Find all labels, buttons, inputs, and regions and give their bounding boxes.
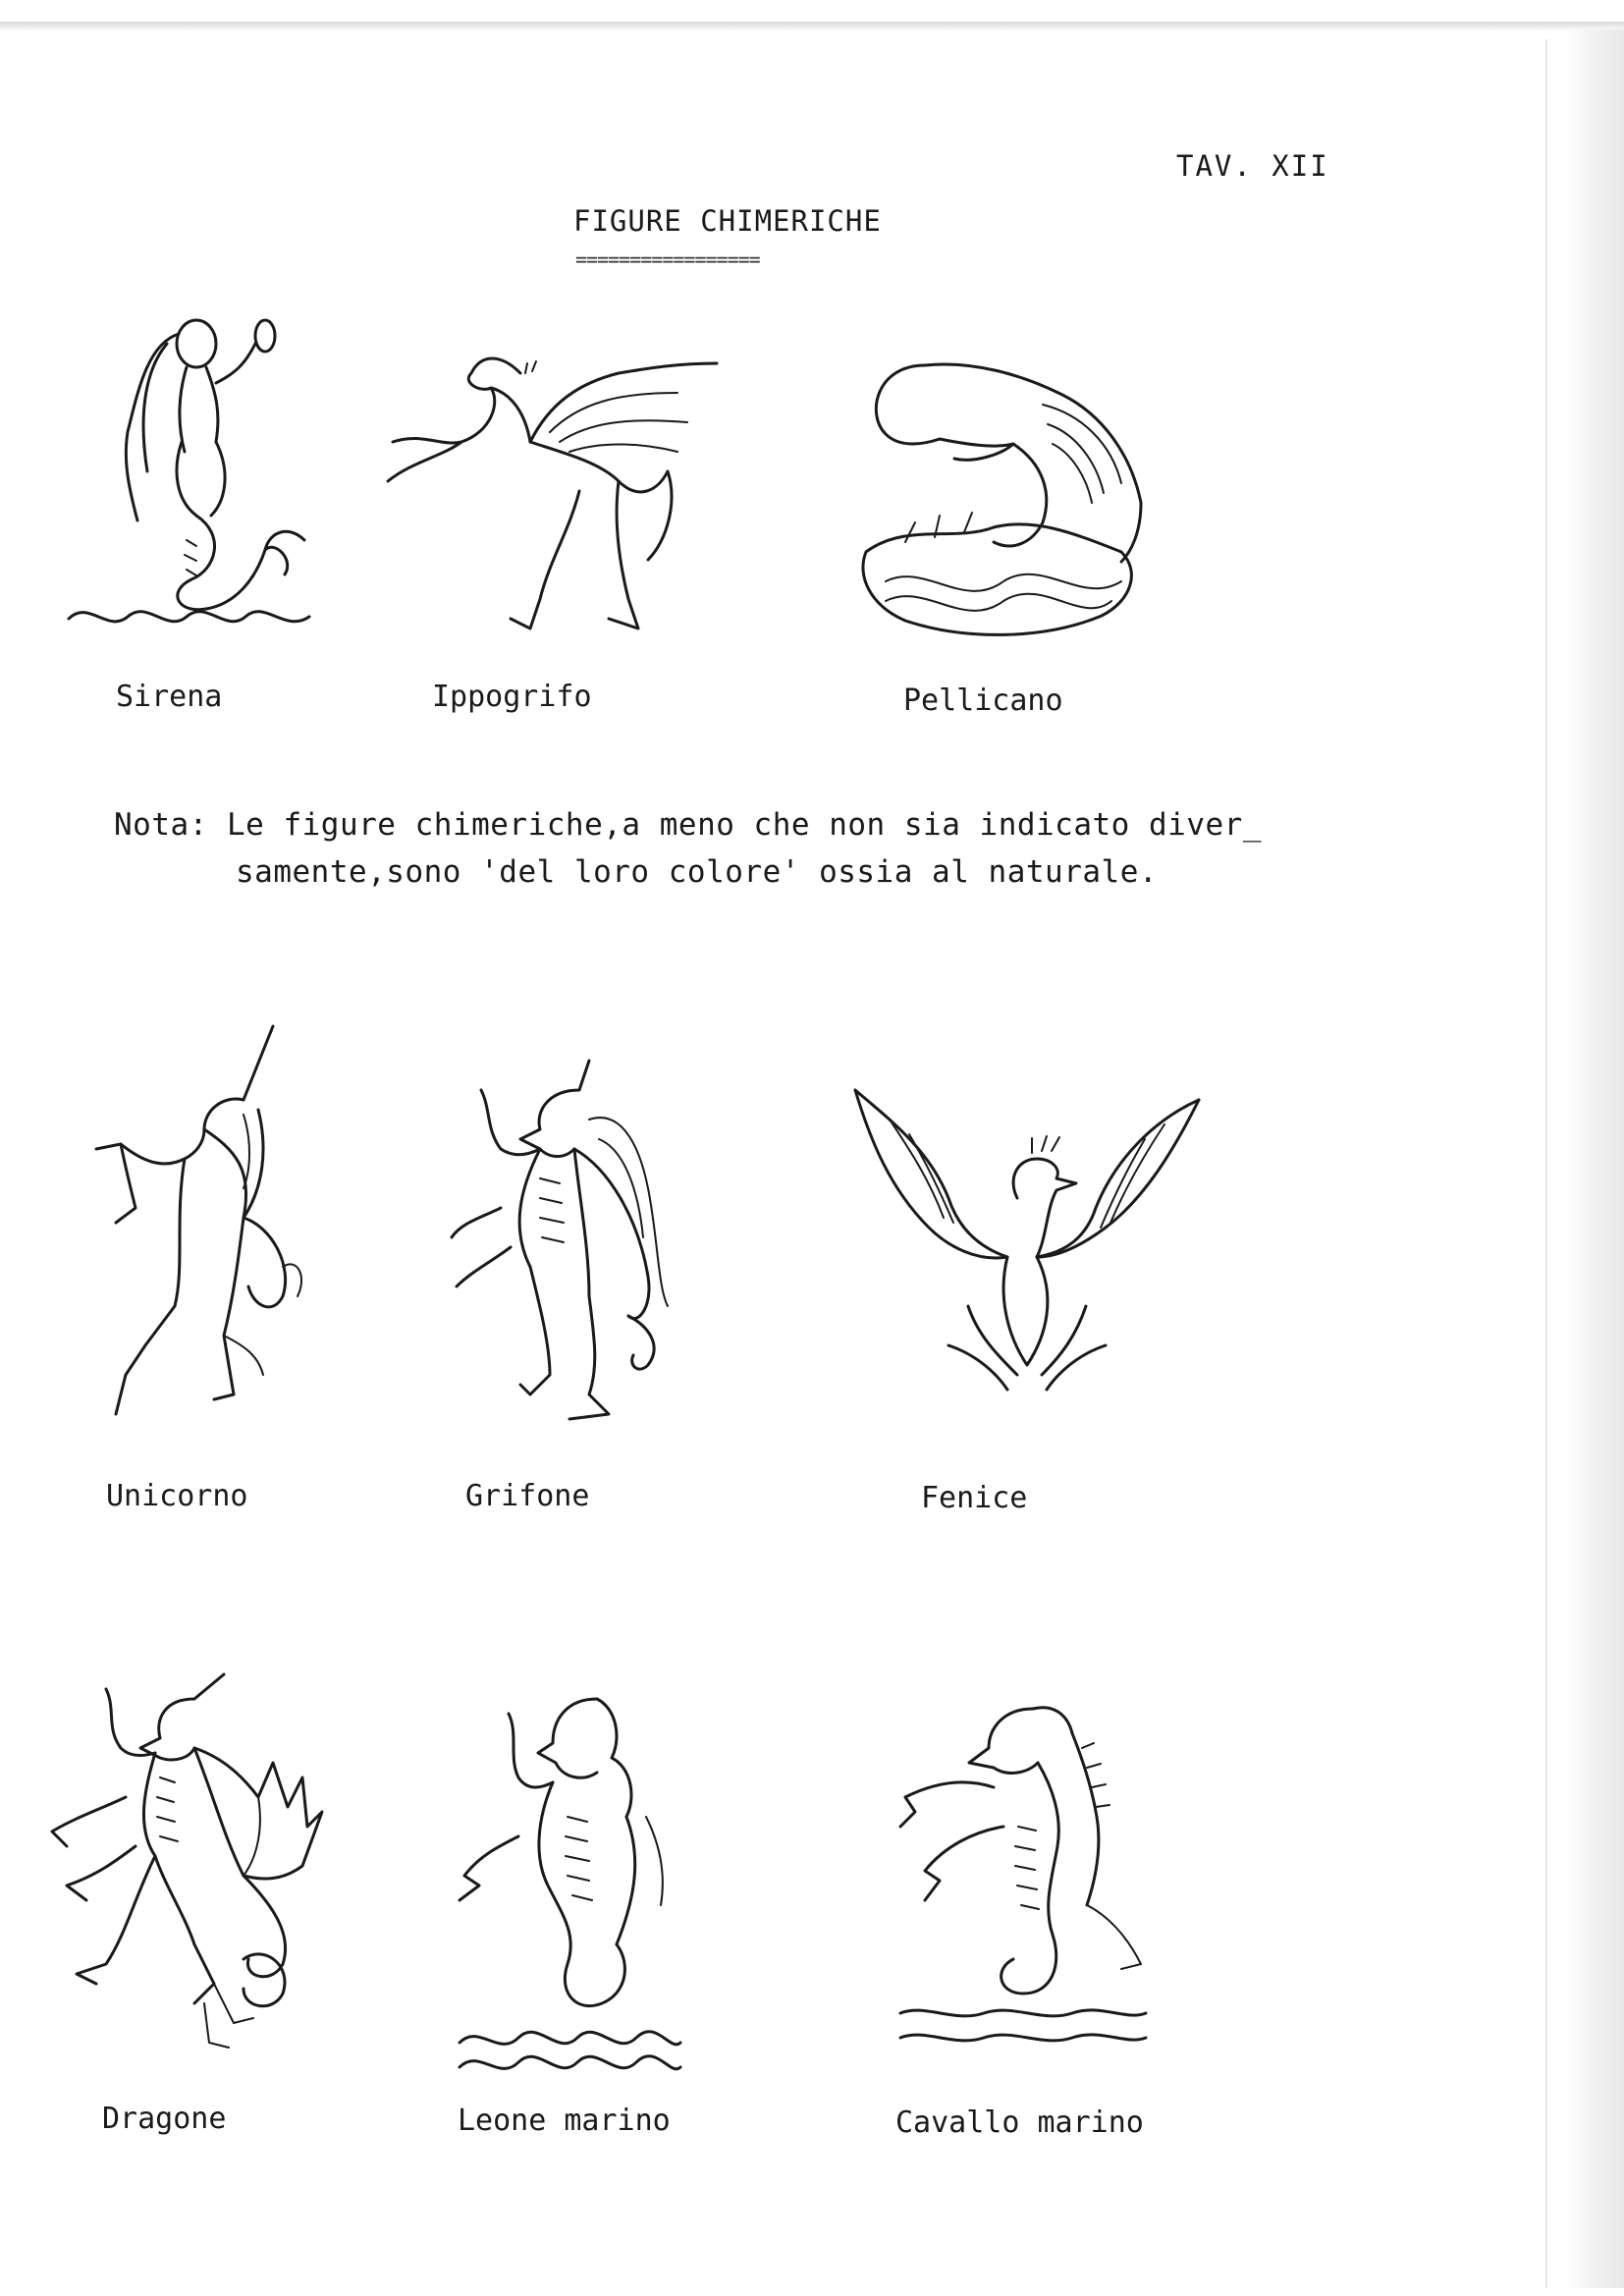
- note-line-1: Nota: Le figure chimeriche,a meno che non sia indicato diver_: [114, 807, 1262, 843]
- caption-pellicano: Pellicano: [903, 683, 1063, 718]
- caption-unicorno: Unicorno: [106, 1479, 248, 1513]
- scan-edge-top: [0, 22, 1624, 31]
- dragon-icon: [47, 1669, 322, 2072]
- hippogriff-icon: [383, 344, 727, 648]
- caption-ippogrifo: Ippogrifo: [432, 680, 592, 714]
- unicorn-icon: [77, 1021, 312, 1424]
- pelican-icon: [846, 355, 1190, 650]
- mermaid-icon: [69, 304, 324, 638]
- caption-grifone: Grifone: [465, 1479, 590, 1513]
- caption-cavallo-marino: Cavallo marino: [895, 2105, 1144, 2140]
- caption-dragone: Dragone: [102, 2102, 227, 2136]
- caption-fenice: Fenice: [921, 1481, 1028, 1515]
- sea-horse-icon: [895, 1689, 1151, 2062]
- plate-number: TAV. XII: [1176, 149, 1329, 183]
- page-title: FIGURE CHIMERICHE: [573, 204, 882, 238]
- note-line-2: samente,sono 'del loro colore' ossia al naturale.: [236, 854, 1159, 890]
- sea-lion-icon: [450, 1689, 685, 2072]
- title-underline: =================: [575, 247, 760, 271]
- scan-edge-right: [1565, 29, 1624, 2288]
- caption-leone-marino: Leone marino: [458, 2104, 671, 2138]
- caption-sirena: Sirena: [116, 680, 223, 714]
- griffin-icon: [442, 1051, 677, 1434]
- phoenix-icon: [850, 1080, 1204, 1394]
- scan-edge-line: [1545, 39, 1547, 2288]
